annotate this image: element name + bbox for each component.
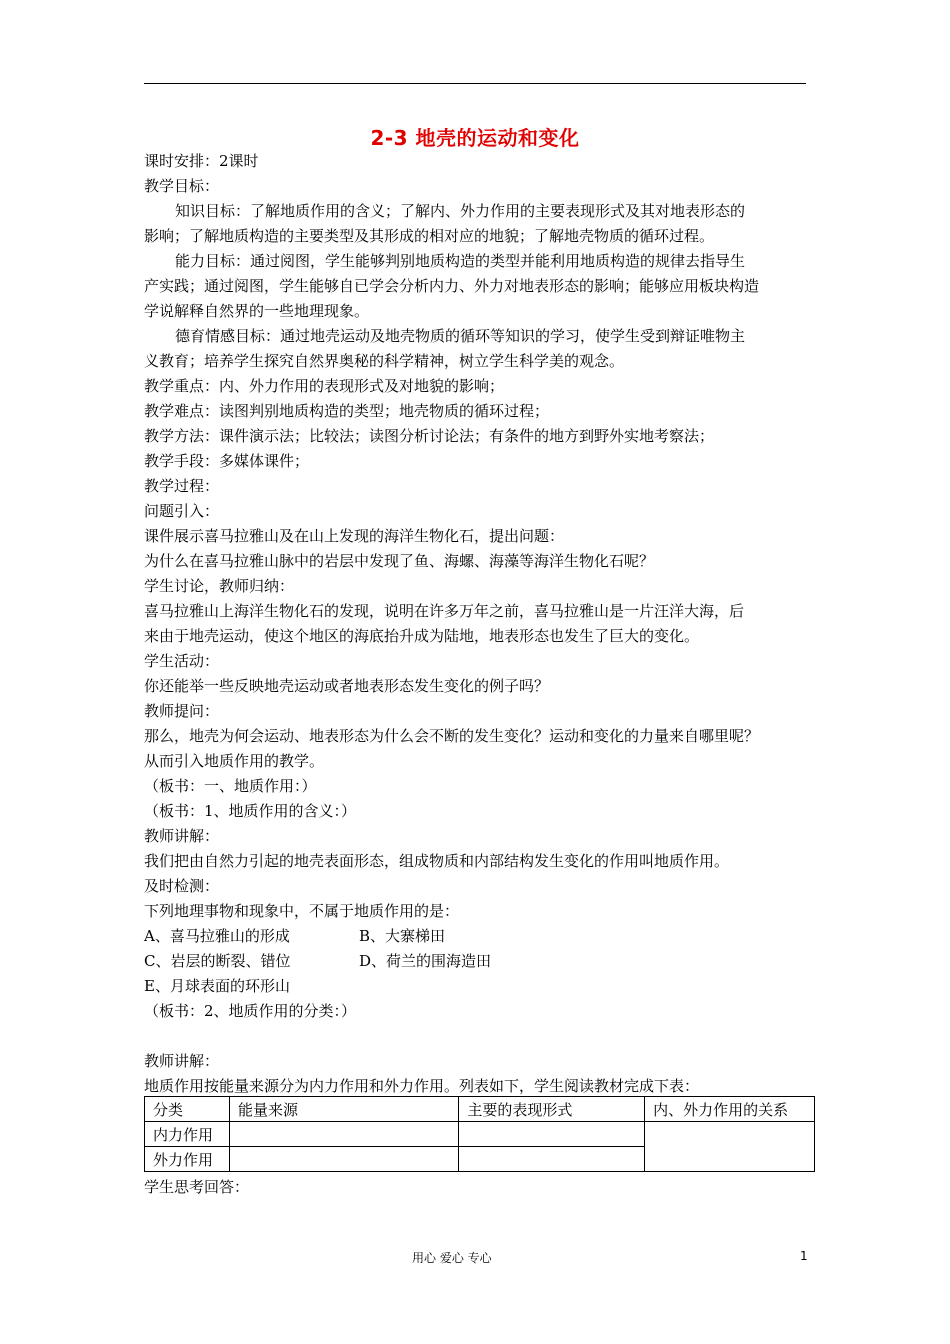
option-a: A、喜马拉雅山的形成 [144, 927, 290, 945]
table-cell [229, 1122, 458, 1147]
text-line: 来由于地壳运动，使这个地区的海底抬升成为陆地，地表形态也发生了巨大的变化。 [144, 627, 700, 645]
table-row [145, 1122, 815, 1147]
text-line: 为什么在喜马拉雅山脉中的岩层中发现了鱼、海螺、海藻等海洋生物化石呢？ [144, 552, 655, 570]
table-cell [229, 1147, 458, 1172]
text-line: 教师提问： [144, 702, 220, 720]
table-header-cell: 内、外力作用的关系 [645, 1097, 815, 1122]
after-table-text: 学生思考回答： [144, 1178, 250, 1196]
text-line: 你还能举一些反映地壳运动或者地表形态发生变化的例子吗？ [144, 677, 550, 695]
document-body [144, 149, 819, 1099]
text-line: 教师讲解： [144, 827, 220, 845]
text-line: 教学难点：读图判别地质构造的类型；地壳物质的循环过程； [144, 402, 550, 420]
table-cell [459, 1122, 645, 1147]
table-header-row [145, 1097, 815, 1122]
text-line: 教学重点：内、外力作用的表现形式及对地貌的影响； [144, 377, 505, 395]
option-row [144, 924, 819, 949]
table-header-cell: 主要的表现形式 [459, 1097, 645, 1122]
explain-label: 教师讲解： [144, 1052, 220, 1070]
page-number: 1 [800, 1249, 808, 1263]
text-line: 影响；了解地质构造的主要类型及其形成的相对应的地貌；了解地壳物质的循环过程。 [144, 227, 715, 245]
table-cell: 内力作用 [145, 1122, 230, 1147]
text-line: 我们把由自然力引起的地壳表面形态，组成物质和内部结构发生变化的作用叫地质作用。 [144, 852, 730, 870]
option-d: D、荷兰的围海造田 [359, 952, 492, 970]
text-line: 那么，地壳为何会运动、地表形态为什么会不断的发生变化？运动和变化的力量来自哪里呢？ [144, 727, 760, 745]
table-header-cell: 分类 [145, 1097, 230, 1122]
table-header-cell: 能量来源 [229, 1097, 458, 1122]
text-line: 及时检测： [144, 877, 220, 895]
classification-table [144, 1096, 815, 1172]
footer-slogan: 用心 爱心 专心 [412, 1251, 492, 1265]
text-line: 课件展示喜马拉雅山及在山上发现的海洋生物化石，提出问题： [144, 527, 565, 545]
explain-text: 地质作用按能量来源分为内力作用和外力作用。列表如下，学生阅读教材完成下表： [144, 1077, 700, 1095]
table-cell: 外力作用 [145, 1147, 230, 1172]
text-line: 问题引入： [144, 502, 220, 520]
text-line: 学生活动： [144, 652, 220, 670]
text-line: 下列地理事物和现象中，不属于地质作用的是： [144, 902, 460, 920]
text-line: 产实践；通过阅图，学生能够自已学会分析内力、外力对地表形态的影响；能够应用板块构造 [144, 277, 760, 295]
text-line: （板书：1、地质作用的含义：） [144, 802, 357, 820]
table-cell [459, 1147, 645, 1172]
text-line: 知识目标：了解地质作用的含义；了解内、外力作用的主要表现形式及其对地表形态的 [175, 202, 746, 220]
text-line: 教学手段：多媒体课件； [144, 452, 310, 470]
board-note: （板书：2、地质作用的分类：） [144, 1002, 357, 1020]
text-line: 教学方法：课件演示法；比较法；读图分析讨论法；有条件的地方到野外实地考察法； [144, 427, 715, 445]
text-line: 学说解释自然界的一些地理现象。 [144, 302, 370, 320]
option-c: C、岩层的断裂、错位 [144, 952, 291, 970]
page-title: 2-3 地壳的运动和变化 [370, 126, 580, 150]
table-cell-merged [645, 1122, 815, 1172]
option-b: B、大寨梯田 [359, 927, 446, 945]
text-line: 教学目标： [144, 177, 220, 195]
header-rule [144, 83, 806, 84]
text-line: 从而引入地质作用的教学。 [144, 752, 325, 770]
text-line: 学生讨论，教师归纳： [144, 577, 295, 595]
text-line: 教学过程： [144, 477, 220, 495]
text-line: 课时安排：2课时 [144, 152, 259, 170]
text-line: 义教育；培养学生探究自然界奥秘的科学精神，树立学生科学美的观念。 [144, 352, 625, 370]
option-e: E、月球表面的环形山 [144, 977, 290, 995]
option-row [144, 949, 819, 974]
option-row [144, 974, 819, 999]
text-line: 德育情感目标：通过地壳运动及地壳物质的循环等知识的学习，使学生受到辩证唯物主 [175, 327, 746, 345]
text-line: 喜马拉雅山上海洋生物化石的发现，说明在许多万年之前，喜马拉雅山是一片汪洋大海，后 [144, 602, 745, 620]
text-line: 能力目标：通过阅图，学生能够判别地质构造的类型并能利用地质构造的规律去指导生 [175, 252, 746, 270]
text-line: （板书：一、地质作用：） [144, 777, 317, 795]
